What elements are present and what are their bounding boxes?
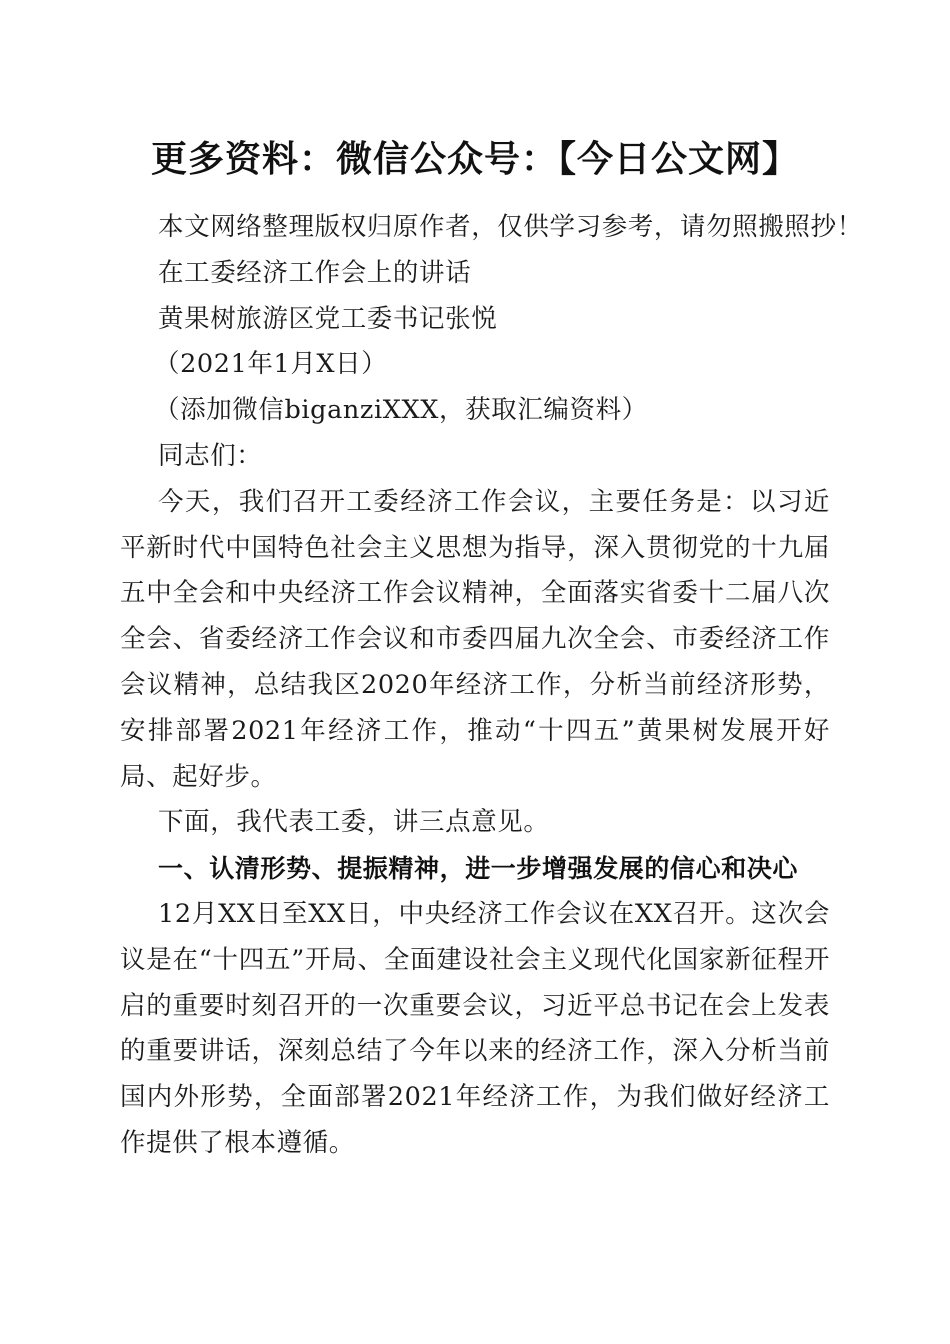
- salutation: 同志们：: [158, 440, 263, 471]
- copyright-notice: 本文网络整理版权归原作者，仅供学习参考，请勿照搬照抄！: [158, 212, 863, 242]
- page-title: 更多资料：微信公众号：【今日公文网】: [150, 139, 799, 180]
- paragraph-outline: 下面，我代表工委，讲三点意见。: [158, 807, 550, 838]
- paragraph-section-one: 12月XX日至XX日，中央经济工作会议在XX召开。这次会议是在“十四五”开局、全面建设社会主义现代化国家新征程开启的重要时刻召开的一次重要会议，习近平总书记在会上发表的重要讲话，深刻总结了今年以来的经济工作，深入分析当前国内外形势，全面部署2021年经济工作，为我们做好经济工作提供了根本遵循。: [120, 898, 830, 1158]
- speech-author: 黄果树旅游区党工委书记张悦: [158, 303, 498, 334]
- paragraph-opening: 今天，我们召开工委经济工作会议，主要任务是：以习近平新时代中国特色社会主义思想为指导，深入贯彻党的十九届五中全会和中央经济工作会议精神，全面落实省委十二届八次全会、省委经济工作会议和市委四届九次全会、市委经济工作会议精神，总结我区2020年经济工作，分析当前经济形势，安排部署2021年经济工作，推动“十四五”黄果树发展开好局、起好步。: [120, 486, 830, 792]
- document-body: [120, 205, 863, 1167]
- wechat-note: （添加微信biganziXXX，获取汇编资料）: [154, 395, 648, 426]
- section-heading: 一、认清形势、提振精神，进一步增强发展的信心和决心: [158, 854, 799, 884]
- speech-date: （2021年1月X日）: [154, 349, 388, 380]
- speech-title: 在工委经济工作会上的讲话: [158, 257, 472, 288]
